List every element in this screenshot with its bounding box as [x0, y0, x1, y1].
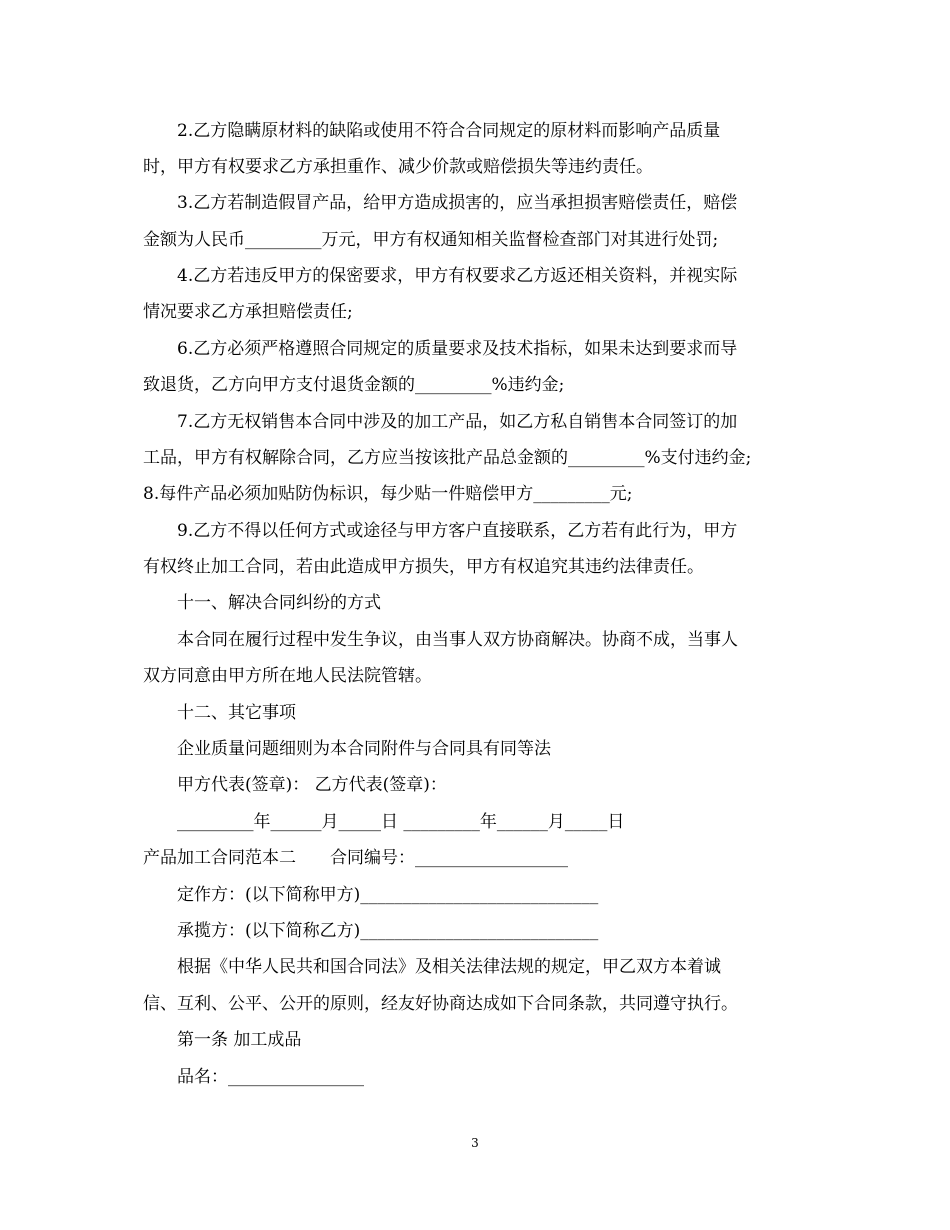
clause-6-line-1: 6.乙方必须严格遵照合同规定的质量要求及技术指标，如果未达到要求而导 [177, 339, 738, 359]
section-11-heading: 十一、解决合同纠纷的方式 [177, 593, 381, 613]
section-11-line-2: 双方同意由甲方所在地人民法院管辖。 [143, 666, 432, 686]
party-b-line: 承揽方：(以下简称乙方)____________________________ [177, 921, 599, 941]
article-1-heading: 第一条 加工成品 [177, 1030, 302, 1050]
clause-7-line-2: 工品，甲方有权解除合同，乙方应当按该批产品总金额的_________%支付违约金; [143, 448, 752, 468]
clause-3-line-1: 3.乙方若制造假冒产品，给甲方造成损害的，应当承担损害赔偿责任，赔偿 [177, 193, 738, 213]
contract-title-line: 产品加工合同范本二 合同编号：__________________ [143, 848, 568, 868]
preamble-line-2: 信、互利、公平、公开的原则，经友好协商达成如下合同条款，共同遵守执行。 [143, 994, 738, 1014]
preamble-line-1: 根据《中华人民共和国合同法》及相关法律法规的规定，甲乙双方本着诚 [177, 957, 721, 977]
section-12-heading: 十二、其它事项 [177, 703, 296, 723]
page-number: 3 [471, 1136, 479, 1150]
date-line: _________年______月_____日 _________年______月_____日 [177, 812, 625, 832]
clause-9-line-2: 有权终止加工合同，若由此造成甲方损失，甲方有权追究其违约法律责任。 [143, 557, 704, 577]
clause-6-line-2: 致退货，乙方向甲方支付退货金额的_________%违约金; [143, 375, 565, 395]
clause-2-line-2: 时，甲方有权要求乙方承担重作、减少价款或赔偿损失等违约责任。 [143, 157, 653, 177]
section-12-line: 企业质量问题细则为本合同附件与合同具有同等法 [177, 739, 551, 759]
party-a-line: 定作方：(以下简称甲方)____________________________ [177, 885, 599, 905]
clause-8-line: 8.每件产品必须加贴防伪标识，每少贴一件赔偿甲方_________元; [143, 484, 633, 504]
clause-3-line-2: 金额为人民币_________万元，甲方有权通知相关监督检查部门对其进行处罚; [143, 230, 719, 250]
clause-4-line-2: 情况要求乙方承担赔偿责任; [143, 302, 353, 322]
signature-line: 甲方代表(签章)： 乙方代表(签章)： [177, 775, 447, 795]
clause-9-line-1: 9.乙方不得以任何方式或途径与甲方客户直接联系，乙方若有此行为，甲方 [177, 521, 738, 541]
clause-4-line-1: 4.乙方若违反甲方的保密要求，甲方有权要求乙方返还相关资料，并视实际 [177, 266, 738, 286]
section-11-line-1: 本合同在履行过程中发生争议，由当事人双方协商解决。协商不成，当事人 [177, 630, 738, 650]
clause-2-line-1: 2.乙方隐瞒原材料的缺陷或使用不符合合同规定的原材料而影响产品质量 [177, 121, 721, 141]
clause-7-line-1: 7.乙方无权销售本合同中涉及的加工产品，如乙方私自销售本合同签订的加 [177, 412, 738, 432]
product-name-line: 品名：________________ [177, 1067, 364, 1087]
